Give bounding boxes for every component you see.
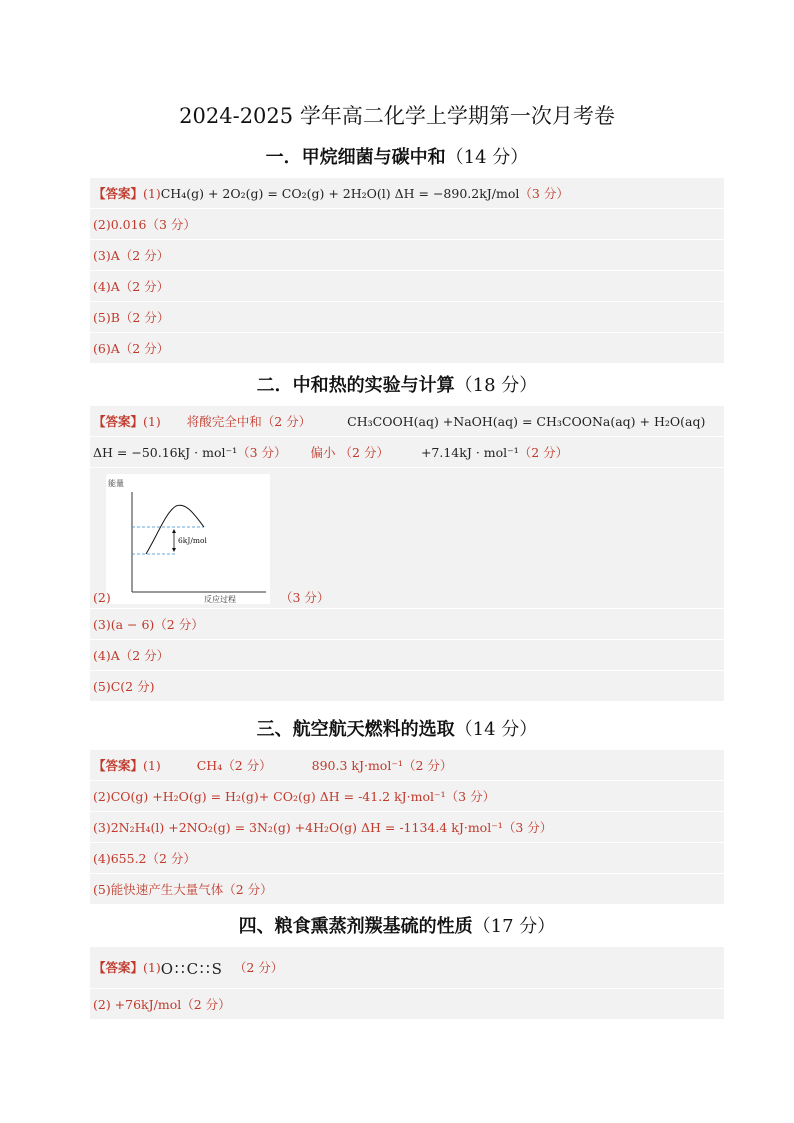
answer-line: (2)CO(g) +H₂O(g) = H₂(g)+ CO₂(g) ΔH = -41.2 kJ·mol⁻¹（3 分） — [90, 781, 724, 812]
section-2-answers — [90, 406, 724, 702]
energy-curve — [146, 505, 204, 554]
section-3-title: 三、航空航天燃料的选取（14 分） — [256, 719, 538, 740]
delta-annotation: 6kJ/mol — [178, 536, 207, 545]
answer-line: (4)655.2（2 分） — [90, 843, 724, 874]
page-title: 2024-2025 学年高二化学上学期第一次月考卷 — [179, 104, 615, 128]
answer-line: (2)0.016（3 分） — [90, 209, 724, 240]
answer-line: (5)C(2 分) — [90, 671, 724, 702]
arrow-head-up — [172, 529, 176, 533]
answer-tag: 【答案】 — [93, 186, 144, 201]
answer-line: 【答案】(1) 将酸完全中和（2 分） CH₃COOH(aq) +NaOH(aq) = CH₃COONa(aq) + H₂O(aq) — [90, 406, 724, 437]
answer-line: 【答案】(1)O∷C∷S （2 分） — [90, 947, 724, 989]
figure-line: 能量 反应过程 6kJ/mol (2) （3 分） — [90, 468, 724, 609]
answer-line: (3)2N₂H₄(l) +2NO₂(g) = 3N₂(g) +4H₂O(g) ΔH = -1134.4 kJ·mol⁻¹（3 分） — [90, 812, 724, 843]
answer-line: (3)(a − 6)（2 分） — [90, 609, 724, 640]
answer-line: (2) +76kJ/mol（2 分） — [90, 989, 724, 1020]
answer-line: (4)A（2 分） — [90, 640, 724, 671]
section-1-answers — [90, 178, 724, 364]
answer-line: (5)B（2 分） — [90, 302, 724, 333]
section-4-title: 四、粮食熏蒸剂羰基硫的性质（17 分） — [238, 916, 556, 937]
lewis-structure: O∷C∷S — [160, 959, 224, 978]
thermo-equation: CH₄(g) + 2O₂(g) = CO₂(g) + 2H₂O(l) ΔH = −890.2kJ/mol — [160, 186, 520, 201]
section-1-title: 一．甲烷细菌与碳中和（14 分） — [265, 147, 529, 168]
answer-line: (6)A（2 分） — [90, 333, 724, 364]
answer-tag: 【答案】 — [93, 758, 144, 773]
answer-line: 【答案】(1)CH₄(g) + 2O₂(g) = CO₂(g) + 2H₂O(l) ΔH = −890.2kJ/mol（3 分） — [90, 178, 724, 209]
answer-tag: 【答案】 — [93, 960, 144, 975]
section-2-title: 二．中和热的实验与计算（18 分） — [256, 375, 538, 396]
energy-diagram — [106, 474, 270, 604]
answer-line: (5)能快速产生大量气体（2 分） — [90, 874, 724, 905]
answer-line: 【答案】(1) CH₄（2 分） 890.3 kJ·mol⁻¹（2 分） — [90, 750, 724, 781]
answer-line: (4)A（2 分） — [90, 271, 724, 302]
answer-line: ΔH = −50.16kJ · mol⁻¹（3 分） 偏小 （2 分） +7.14kJ · mol⁻¹（2 分） — [90, 437, 724, 468]
arrow-head-down — [172, 548, 176, 552]
x-axis-label: 反应过程 — [204, 595, 236, 604]
section-3-answers — [90, 750, 724, 905]
answer-line: (3)A（2 分） — [90, 240, 724, 271]
section-4-answers — [90, 947, 724, 1020]
answer-tag: 【答案】 — [93, 414, 144, 429]
energy-diagram-svg — [106, 474, 270, 604]
neutralization-equation: CH₃COOH(aq) +NaOH(aq) = CH₃COONa(aq) + H₂O(aq) — [347, 414, 706, 429]
y-axis-label: 能量 — [108, 479, 124, 488]
